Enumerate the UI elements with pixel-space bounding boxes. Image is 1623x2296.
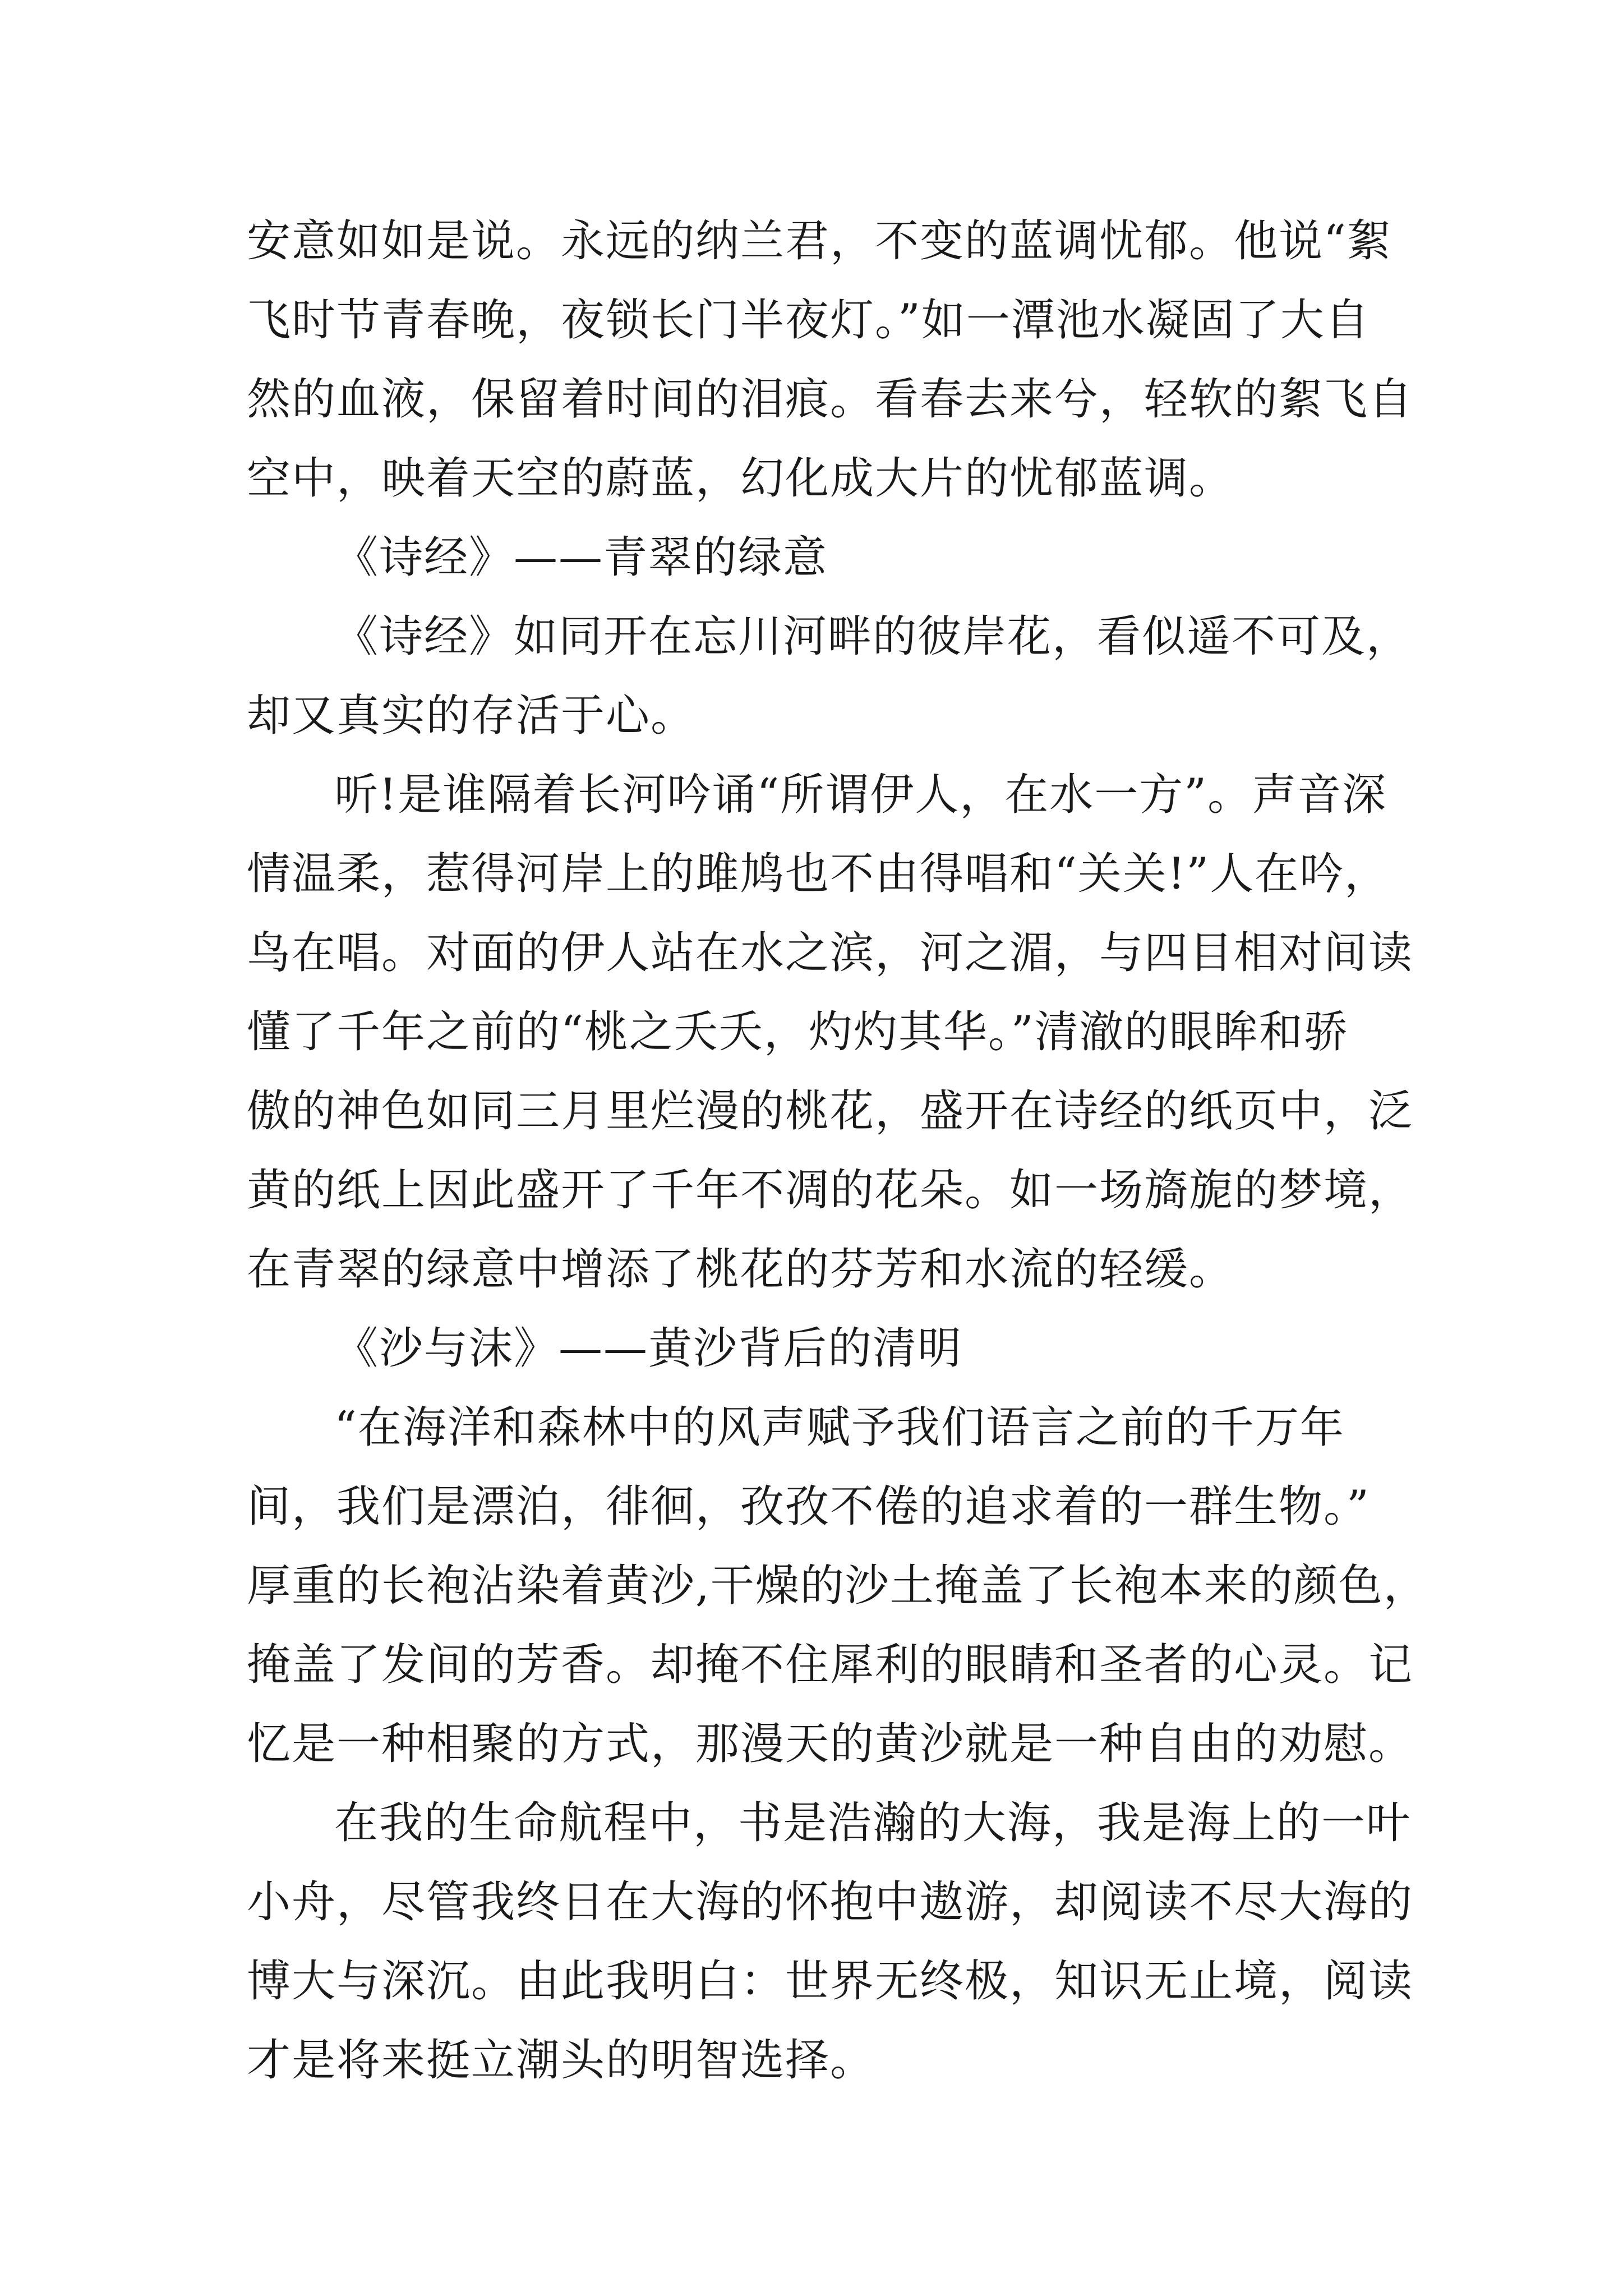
text-line: 安意如如是说。永远的纳兰君，不变的蓝调忧郁。他说“絮: [247, 216, 1392, 266]
text-line: 忆是一种相聚的方式，那漫天的黄沙就是一种自由的劝慰。: [247, 1719, 1414, 1769]
paragraph-4: [247, 756, 1414, 1309]
text-line: 黄的纸上因此盛开了千年不凋的花朵。如一场旖旎的梦境，: [247, 1165, 1414, 1216]
text-line: 在青翠的绿意中增添了桃花的芬芳和水流的轻缓。: [247, 1244, 1234, 1295]
text-line: 却又真实的存活于心。: [247, 691, 696, 741]
text-line: 懂了千年之前的“桃之夭夭，灼灼其华。”清澈的眼眸和骄: [247, 1007, 1349, 1057]
text-line: 傲的神色如同三月里烂漫的桃花，盛开在诗经的纸页中，泛: [247, 1086, 1414, 1137]
text-line: 掩盖了发间的芳香。却掩不住犀利的眼睛和圣者的心灵。记: [247, 1640, 1414, 1690]
text-line: 小舟，尽管我终日在大海的怀抱中遨游，却阅读不尽大海的: [247, 1877, 1414, 1927]
paragraph-3: [247, 597, 1412, 756]
text-line: 厚重的长袍沾染着黄沙,干燥的沙土掩盖了长袍本来的颜色，: [247, 1561, 1428, 1611]
paragraph-1: [247, 202, 1414, 518]
text-line: 《诗经》如同开在忘川河畔的彼岸花，看似遥不可及，: [334, 611, 1412, 662]
text-line: 鸟在唱。对面的伊人站在水之滨，河之湄，与四目相对间读: [247, 928, 1414, 978]
section-heading-shijing: [247, 518, 1385, 597]
text-line: 博大与深沉。由此我明白：世界无终极，知识无止境，阅读: [247, 1956, 1414, 2007]
paragraph-7: [247, 1784, 1414, 2100]
text-line: 听!是谁隔着长河吟诵“所谓伊人，在水一方”。声音深: [334, 770, 1387, 820]
text-line: 情温柔，惹得河岸上的雎鸠也不由得唱和“关关!”人在吟，: [247, 849, 1390, 899]
text-line: 然的血液，保留着时间的泪痕。看春去来兮，轻软的絮飞自: [247, 374, 1414, 425]
paragraph-6: [247, 1388, 1428, 1784]
text-line: 飞时节青春晚，夜锁长门半夜灯。”如一潭池水凝固了大自: [247, 295, 1370, 346]
text-line: 间，我们是漂泊，徘徊，孜孜不倦的追求着的一群生物。”: [247, 1481, 1370, 1532]
heading-line: 《诗经》——青翠的绿意: [334, 532, 828, 583]
text-line: 空中，映着天空的蔚蓝，幻化成大片的忧郁蓝调。: [247, 453, 1234, 504]
text-line: “在海洋和森林中的风声赋予我们语言之前的千万年: [334, 1402, 1345, 1453]
text-line: 在我的生命航程中，书是浩瀚的大海，我是海上的一叶: [334, 1798, 1412, 1848]
heading-line: 《沙与沫》——黄沙背后的清明: [334, 1323, 963, 1374]
section-heading-sand-and-foam: [247, 1309, 1385, 1388]
text-line: 才是将来挺立潮头的明智选择。: [247, 2035, 875, 2086]
document-body: [247, 202, 1428, 2100]
